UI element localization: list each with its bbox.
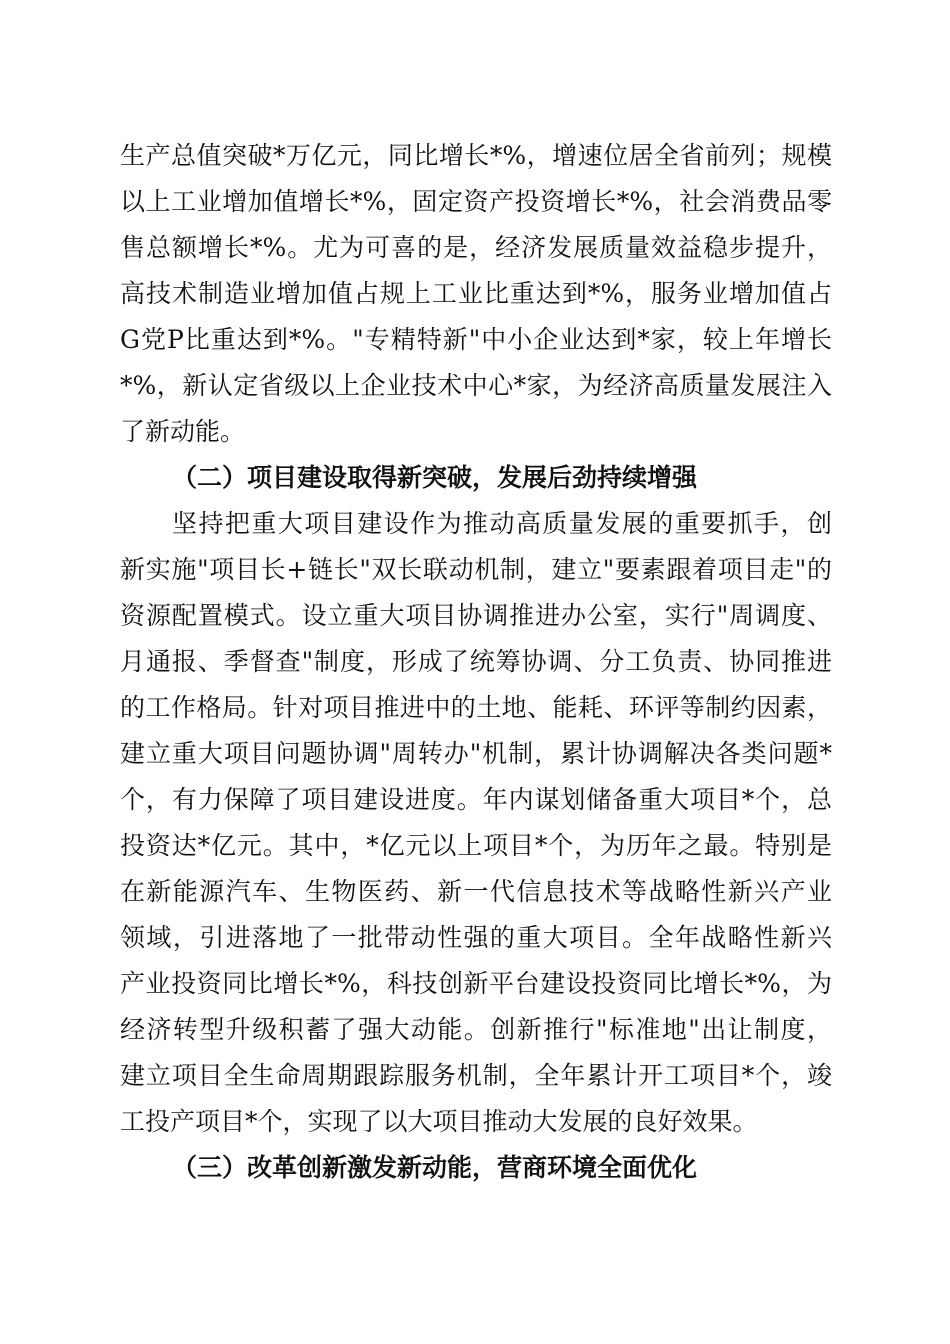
section-heading: （二）项目建设取得新突破，发展后劲持续增强 <box>172 463 698 492</box>
paragraph-line: G党P比重达到*%。"专精特新"中小企业达到*家，较上年增长 <box>120 325 832 354</box>
paragraph-line: 以上工业增加值增长*%，固定资产投资增长*%，社会消费品零 <box>120 187 832 216</box>
section-heading: （三）改革创新激发新动能，营商环境全面优化 <box>172 1153 698 1182</box>
paragraph-line: 投资达*亿元。其中，*亿元以上项目*个，为历年之最。特别是 <box>120 831 832 860</box>
paragraph-line: 坚持把重大项目建设作为推动高质量发展的重要抓手，创 <box>172 509 832 538</box>
paragraph-line: 的工作格局。针对项目推进中的土地、能耗、环评等制约因素， <box>120 693 832 722</box>
paragraph-line: 新实施"项目长+链长"双长联动机制，建立"要素跟着项目走"的 <box>120 555 832 584</box>
paragraph-line: 个，有力保障了项目建设进度。年内谋划储备重大项目*个，总 <box>120 785 832 814</box>
paragraph-line: 在新能源汽车、生物医药、新一代信息技术等战略性新兴产业 <box>120 877 832 906</box>
paragraph-line: 经济转型升级积蓄了强大动能。创新推行"标准地"出让制度， <box>120 1015 832 1044</box>
paragraph-line: 工投产项目*个，实现了以大项目推动大发展的良好效果。 <box>120 1107 758 1136</box>
paragraph-line: 售总额增长*%。尤为可喜的是，经济发展质量效益稳步提升， <box>120 233 832 262</box>
paragraph-line: 产业投资同比增长*%，科技创新平台建设投资同比增长*%，为 <box>120 969 832 998</box>
paragraph-line: 了新动能。 <box>120 417 246 446</box>
paragraph-line: *%，新认定省级以上企业技术中心*家，为经济高质量发展注入 <box>120 371 832 400</box>
paragraph-line: 领域，引进落地了一批带动性强的重大项目。全年战略性新兴 <box>120 923 832 952</box>
paragraph-line: 月通报、季督查"制度，形成了统筹协调、分工负责、协同推进 <box>120 647 832 676</box>
paragraph-line: 高技术制造业增加值占规上工业比重达到*%，服务业增加值占 <box>120 279 832 308</box>
paragraph-line: 资源配置模式。设立重大项目协调推进办公室，实行"周调度、 <box>120 601 832 630</box>
paragraph-line: 建立项目全生命周期跟踪服务机制，全年累计开工项目*个，竣 <box>120 1061 832 1090</box>
paragraph-line: 生产总值突破*万亿元，同比增长*%，增速位居全省前列；规模 <box>120 141 832 170</box>
paragraph-line: 建立重大项目问题协调"周转办"机制，累计协调解决各类问题* <box>120 739 832 768</box>
